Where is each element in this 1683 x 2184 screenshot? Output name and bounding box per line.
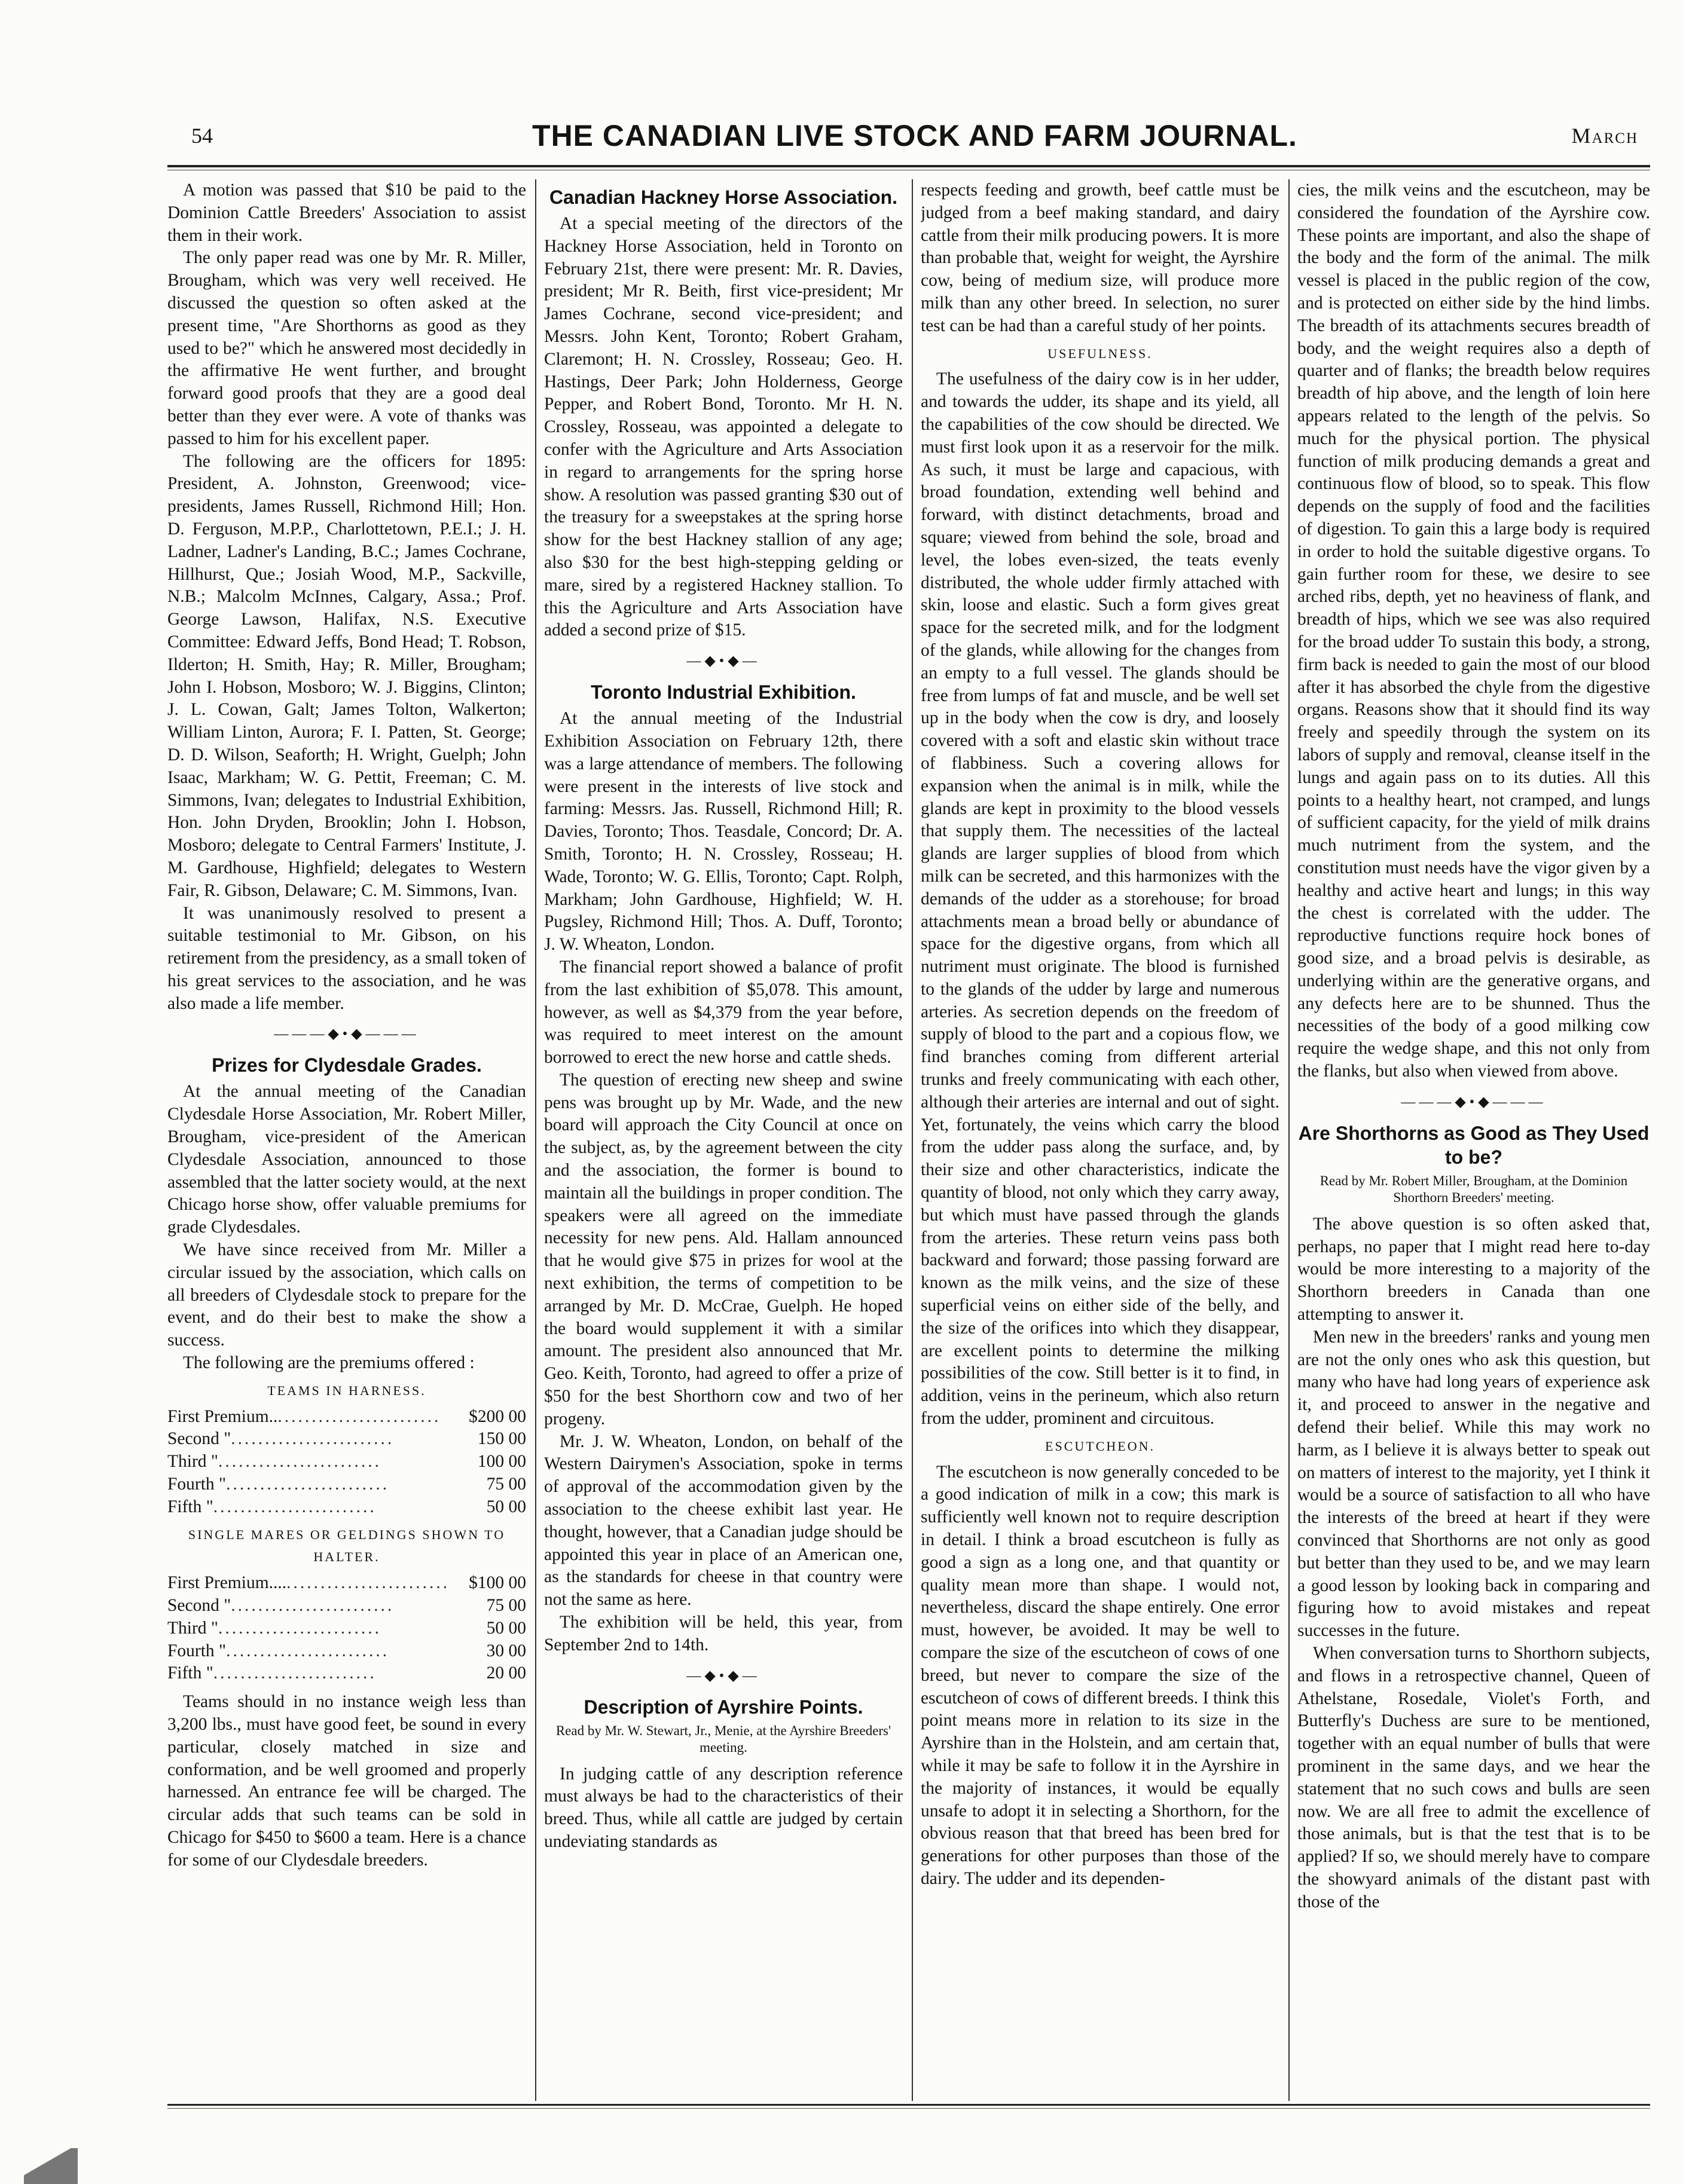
prize-table-singles: [167, 1572, 526, 1685]
paragraph: The usefulness of the dairy cow is in her udder, and towards the udder, its shape and its yield, all the capabilities of the cow should be directed. We must first look upon it as a reservoir for the milk. As such, it must be large and capacious, with broad foundation, extending well behind and forward, with distinct detachments, broad and square; viewed from behind the sole, broad and level, the lobes even-sized, the teats evenly distributed, the whole udder firmly attached with skin, loose and elastic. Such a form gives great space for the secreted milk, and for the lodgment of the glands, while allowing for the changes from an empty to a full vessel. The glands should be free from lumps of fat and muscle, and be well set up in the body when the cow is dry, and loosely covered with a soft and elastic skin without trace of flabbiness. Such a covering allows for expansion when the animal is in milk, while the glands are kept in proximity to the blood vessels that supply them. The necessities of the lacteal glands are larger supplies of blood from which milk can be secreted, and this harmonizes with the demands of the udder as a storehouse; for broad attachments mean a broad belly or abundance of space for the digestive organs, from which all nutriment must originate. The blood is furnished to the glands of the udder by large and numerous arteries. As secretion depends on the freedom of supply of blood to the part and a copious flow, we find branches coming from different arterial trunks and freely communicating with each other, although their arteries are internal and out of sight. Yet, fortunately, the veins which carry the blood from the udder pass along the surface, and, by their size and other characteristics, indicate the quantity of blood, not only which they carry away, but which must have passed through the glands from the arteries. These return veins pass both backward and forward; those passing forward are known as the milk veins, and the size of these superficial veins on either side of the belly, and the size of the orifices into which they disappear, are excellent points to determine the milking possibilities of the cow. Still better is it to find, in addition, veins in the perineum, which also return from the udder, prominent and circuitous.: [921, 369, 1279, 1429]
prize-row: Fourth " ........................ 30 00: [167, 1641, 526, 1660]
article-heading: Are Shorthorns as Good as They Used to be?: [1298, 1122, 1650, 1168]
byline: Read by Mr. Robert Miller, Brougham, at the Dominion Shorthorn Breeders' meeting.: [1319, 1173, 1628, 1205]
footer-rule: [167, 2104, 1650, 2106]
paragraph: respects feeding and growth, beef cattle must be judged from a beef making standard, and dairy cattle from their milk producing powers. It is more than probable that, weight for weight, the Ayrshire cow, being of medium size, will produce more milk than any other breed. In selection, no surer test can be had than a careful study of her points.: [921, 181, 1279, 335]
section-subheading: ESCUTCHEON.: [1045, 1438, 1155, 1454]
paragraph: Teams should in no instance weigh less than 3,200 lbs., must have good feet, be sound in every particular, closely matched in size and conformation, and be well groomed and properly harnessed. An entrance fee will be charged. The circular adds that such teams can be sold in Chicago for $450 to $600 a team. Here is a chance for some of our Clydesdale breeders.: [167, 1692, 526, 1870]
article-heading: Canadian Hackney Horse Association.: [549, 186, 898, 208]
paragraph: The exhibition will be held, this year, from September 2nd to 14th.: [544, 1613, 903, 1654]
column-rule: [535, 179, 536, 2101]
paragraph: The above question is so often asked that, perhaps, no paper that I might read here to-day would be more interesting to a majority of the Shorthorn breeders in Canada than one attempting to answer it.: [1297, 1214, 1650, 1325]
footer-rule-thin: [167, 2108, 1650, 2109]
paragraph: At the annual meeting of the Canadian Clydesdale Horse Association, Mr. Robert Miller, Brougham, vice-president of the American Clydesdale Association, announced to those assembled that the latter society would, at the next Chicago horse show, offer valuable premiums for grade Clydesdales.: [167, 1082, 526, 1237]
article-heading: Prizes for Clydesdale Grades.: [212, 1054, 482, 1076]
column-4: [1297, 179, 1650, 2101]
section-divider: —◆•◆—: [686, 653, 760, 669]
paragraph: The following are the premiums offered :: [183, 1353, 475, 1373]
paragraph: A motion was passed that $10 be paid to the Dominion Cattle Breeders' Association to assist them in their work.: [167, 181, 526, 245]
prize-row: First Premium.. ........................ $200 00: [167, 1406, 526, 1426]
column-3: [921, 179, 1279, 2101]
prize-row: Third " ........................ 100 00: [167, 1452, 526, 1472]
article-heading: Toronto Industrial Exhibition.: [591, 681, 856, 703]
prize-row: Third " ........................ 50 00: [167, 1618, 526, 1638]
paragraph: The financial report showed a balance of profit from the last exhibition of $5,078. This amount, however, as well as $4,379 from the year before, was required to meet interest on the amount borrowed to erect the new horse and cattle sheds.: [544, 957, 903, 1067]
paragraph: When conversation turns to Shorthorn subjects, and flows in a retrospective channel, Queen of Athelstane, Rosedale, Violet's Forth, and Butterfly's Duchess are sure to be mentioned, together with an equal number of bulls that were prominent in the same days, and we hear the statement that no such cows and bulls are seen now. We are all free to admit the excellence of those animals, but is that the test that is to be applied? If so, we should merely have to compare the showyard animals of the distant past with those of the: [1297, 1644, 1650, 1911]
section-divider: —◆•◆—: [686, 1668, 760, 1684]
page-corner-shadow: [24, 2148, 78, 2184]
journal-title: THE CANADIAN LIVE STOCK AND FARM JOURNAL.: [532, 119, 1297, 152]
issue-month: March: [1571, 124, 1638, 148]
prize-row: Fifth " ........................ 20 00: [167, 1663, 526, 1683]
paragraph: At a special meeting of the directors of the Hackney Horse Association, held in Toronto on February 21st, there were present: Mr. R. Davies, president; Mr R. Beith, first vice-president; Mr James Cochrane, second vice-president; and Messrs. John Kent, Toronto; Robert Graham, Claremont; H. N. Crossley, Rosseau; Geo. H. Hastings, Deer Park; John Holderness, George Pepper, and Robert Bond, Toronto. Mr H. N. Crossley, Rosseau, was appointed a delegate to confer with the Agriculture and Arts Association in regard to arrangements for the spring horse show. A resolution was passed granting $30 out of the treasury for a sweepstakes at the spring horse show for the best Hackney stallion of any age; also $30 for the best high-stepping gelding or mare, sired by a registered Hackney stallion. To this the Agriculture and Arts Association have added a second prize of $15.: [544, 214, 903, 640]
paragraph: It was unanimously resolved to present a suitable testimonial to Mr. Gibson, on his retirement from the presidency, as a small token of his great services to the association, and he was also made a life member.: [167, 903, 526, 1013]
prize-row: Fourth " ........................ 75 00: [167, 1475, 526, 1494]
column-rule: [1288, 179, 1290, 2101]
paragraph: Mr. J. W. Wheaton, London, on behalf of the Western Dairymen's Association, spoke in terms of approval of the accommodation given by the association to the cheese exhibit last year. He thought, however, that a Canadian judge should be appointed this year in place of an American one, as the standards for cheese in that country were not the same as here.: [544, 1431, 903, 1610]
paragraph: At the annual meeting of the Industrial Exhibition Association on February 12th, there was a large attendance of members. The following were present in the interests of live stock and farming: Messrs. Jas. Russell, Richmond Hill; R. Davies, Toronto; Thos. Teasdale, Concord; Dr. A. Smith, Toronto; H. N. Crossley, Rosseau; H. Wade, Toronto; W. G. Ellis, Toronto; Capt. Rolph, Markham; John Gardhouse, Highfield; W. H. Pugsley, Richmond Hill; Thos. A. Duff, Toronto; J. W. Wheaton, London.: [544, 709, 903, 955]
column-1: [167, 179, 526, 2101]
prize-row: Second " ........................ 75 00: [167, 1596, 526, 1616]
prize-table-teams: [167, 1406, 526, 1519]
table-heading: TEAMS IN HARNESS.: [267, 1382, 426, 1398]
paragraph: The escutcheon is now generally conceded to be a good indication of milk in a cow; this mark is sufficiently well known not to require description in detail. I think a broad escutcheon is fully as good a sign as a long one, and that quantity or quality mean more than shape. I would not, nevertheless, discard the shape entirely. One error must, however, be avoided. It may be well to compare the size of the escutcheon of cows of one breed, but never to compare the size of the escutcheon of cows of different breeds. I think this point means more in relation to its size in the Ayrshire than in the Holstein, and am certain that, while it may be safe to follow it in the Ayrshire in the majority of instances, it would be equally unsafe to adopt it in selecting a Shorthorn, for the obvious reason that that breed has been bred for generations for other purposes than those of the dairy. The udder and its dependen-: [921, 1462, 1279, 1888]
section-divider: ———◆•◆———: [1401, 1094, 1547, 1110]
article-heading: Description of Ayrshire Points.: [584, 1696, 863, 1718]
prize-row: First Premium.... ........................ $100 00: [167, 1573, 526, 1593]
paragraph: Men new in the breeders' ranks and young men are not the only ones who ask this question, but many who have had long years of experience ask it, and proceed to answer in the negative and defend their belief. While this may work no harm, as I believe it is always better to speak out on matters of interest to the majority, yet I think it would be a source of satisfaction to all who have the interests of the breed at heart if they were convinced that Shorthorns are not only as good but better than they used to be, and we may learn a good lesson by looking back in comparing and figuring how to avoid mistakes and repeat successes in the future.: [1297, 1327, 1650, 1641]
paragraph: The question of erecting new sheep and swine pens was brought up by Mr. Wade, and the new board will approach the City Council at once on the subject, as, by the agreement between the city and the association, the former is bound to maintain all the buildings in proper condition. The speakers were all agreed on the immediate necessity for new pens. Ald. Hallam announced that he would give $75 in prizes for wool at the next exhibition, the terms of competition to be arranged by Mr. D. McCrae, Guelph. He hoped the board would supplement it with a similar amount. The president also announced that Mr. Geo. Keith, Toronto, had agreed to offer a prize of $50 for the best Shorthorn cow and two of her progeny.: [544, 1070, 903, 1429]
paragraph: In judging cattle of any description reference must always be had to the characteristics of their breed. Thus, while all cattle are judged by certain undeviating standards as: [544, 1764, 903, 1851]
paragraph: cies, the milk veins and the escutcheon, may be considered the foundation of the Ayrshire cow. These points are important, and also the shape of the body and the form of the animal. The milk vessel is placed in the public region of the cow, and is protected on either side by the hind limbs. The breadth of its attachments secures breadth of body, and the weight requires also a depth of quarter and of flanks; the breadth below requires breadth of hip above, and the length of loin here appears related to the length of the pelvis. So much for the physical portion. The physical function of milk producing demands a great and continuous flow of blood, so to speak. This flow depends on the supply of food and the facilities of digestion. To gain this a large body is required in order to hold the suitable digestive organs. To gain further room for these, we desire to see arched ribs, depth, yet no heaviness of flank, and breadth of hips, which we see was also required for the broad udder To sustain this body, a strong, firm back is needed to gain the most of our blood after it has absorbed the chyle from the digestive organs. Reasons show that it should find its way freely and speedily through the system on its labors of supply and removal, cleanse itself in the lungs and again pass on to its duties. All this points to a healthy heart, not cramped, and lungs of sufficient capacity, for the yield of milk drains much nutriment from the system, and the constitution must needs have the vigor given by a healthy and active heart and lungs; in this way the chest is correlated with the udder. The reproductive functions require hock bones of good size, and a broad pelvis is desirable, as underlying within are the generative organs, and any defects here are to be shunned. Thus the necessities of the body of a good milking cow require the wedge shape, and this not only from the flanks, but also when viewed from above.: [1297, 181, 1650, 1081]
prize-row: Second " ........................ 150 00: [167, 1429, 526, 1449]
paragraph: The following are the officers for 1895: President, A. Johnston, Greenwood; vice-presidents, James Russell, Richmond Hill; Hon. D. Ferguson, M.P.P., Charlottetown, P.E.I.; J. H. Ladner, Ladner's Landing, B.C.; James Cochrane, Hillhurst, Que.; Josiah Wood, M.P., Sackville, N.B.; Malcolm McInnes, Calgary, Assa.; Prof. George Lawson, Halifax, N.S. Executive Committee: Edward Jeffs, Bond Head; T. Robson, Ilderton; H. Smith, Hay; R. Miller, Brougham; John I. Hobson, Mosboro; W. J. Biggins, Clinton; J. L. Cowan, Galt; James Tolton, Walkerton; William Linton, Aurora; F. I. Patten, St. George; D. D. Wilson, Seaforth; H. Wright, Guelph; John Isaac, Markham; W. G. Pettit, Freeman; C. M. Simmons, Ivan; delegates to Industrial Exhibition, Hon. John Dryden, Brooklin; John I. Hobson, Mosboro; delegate to Central Farmers' Institute, J. M. Gardhouse, Highfield; delegates to Western Fair, R. Gibson, Delaware; C. M. Simmons, Ivan.: [167, 451, 526, 900]
scan-edge: [0, 0, 18, 2184]
paragraph: We have since received from Mr. Miller a circular issued by the association, which calls on all breeders of Clydesdale stock to prepare for the event, and do their best to make the show a success.: [167, 1240, 526, 1350]
section-subheading: USEFULNESS.: [1047, 345, 1153, 361]
header-rule: [167, 165, 1650, 167]
prize-row: Fifth " ........................ 50 00: [167, 1497, 526, 1516]
column-rule: [912, 179, 913, 2101]
byline: Read by Mr. W. Stewart, Jr., Menie, at the Ayrshire Breeders' meeting.: [555, 1723, 891, 1755]
page-number: 54: [191, 124, 213, 148]
table-heading: SINGLE MARES OR GELDINGS SHOWN TO HALTER.: [188, 1527, 506, 1565]
section-divider: ———◆•◆———: [274, 1026, 420, 1042]
paragraph: The only paper read was one by Mr. R. Miller, Brougham, which was very well received. He discussed the question so often asked at the present time, "Are Shorthorns as good as they used to be?" which he answered most decidedly in the affirmative He went further, and brought forward good proofs that they are a good deal better than they ever were. A vote of thanks was passed to him for his excellent paper.: [167, 248, 526, 448]
column-2: [544, 179, 903, 2101]
page-header: [191, 118, 1638, 160]
